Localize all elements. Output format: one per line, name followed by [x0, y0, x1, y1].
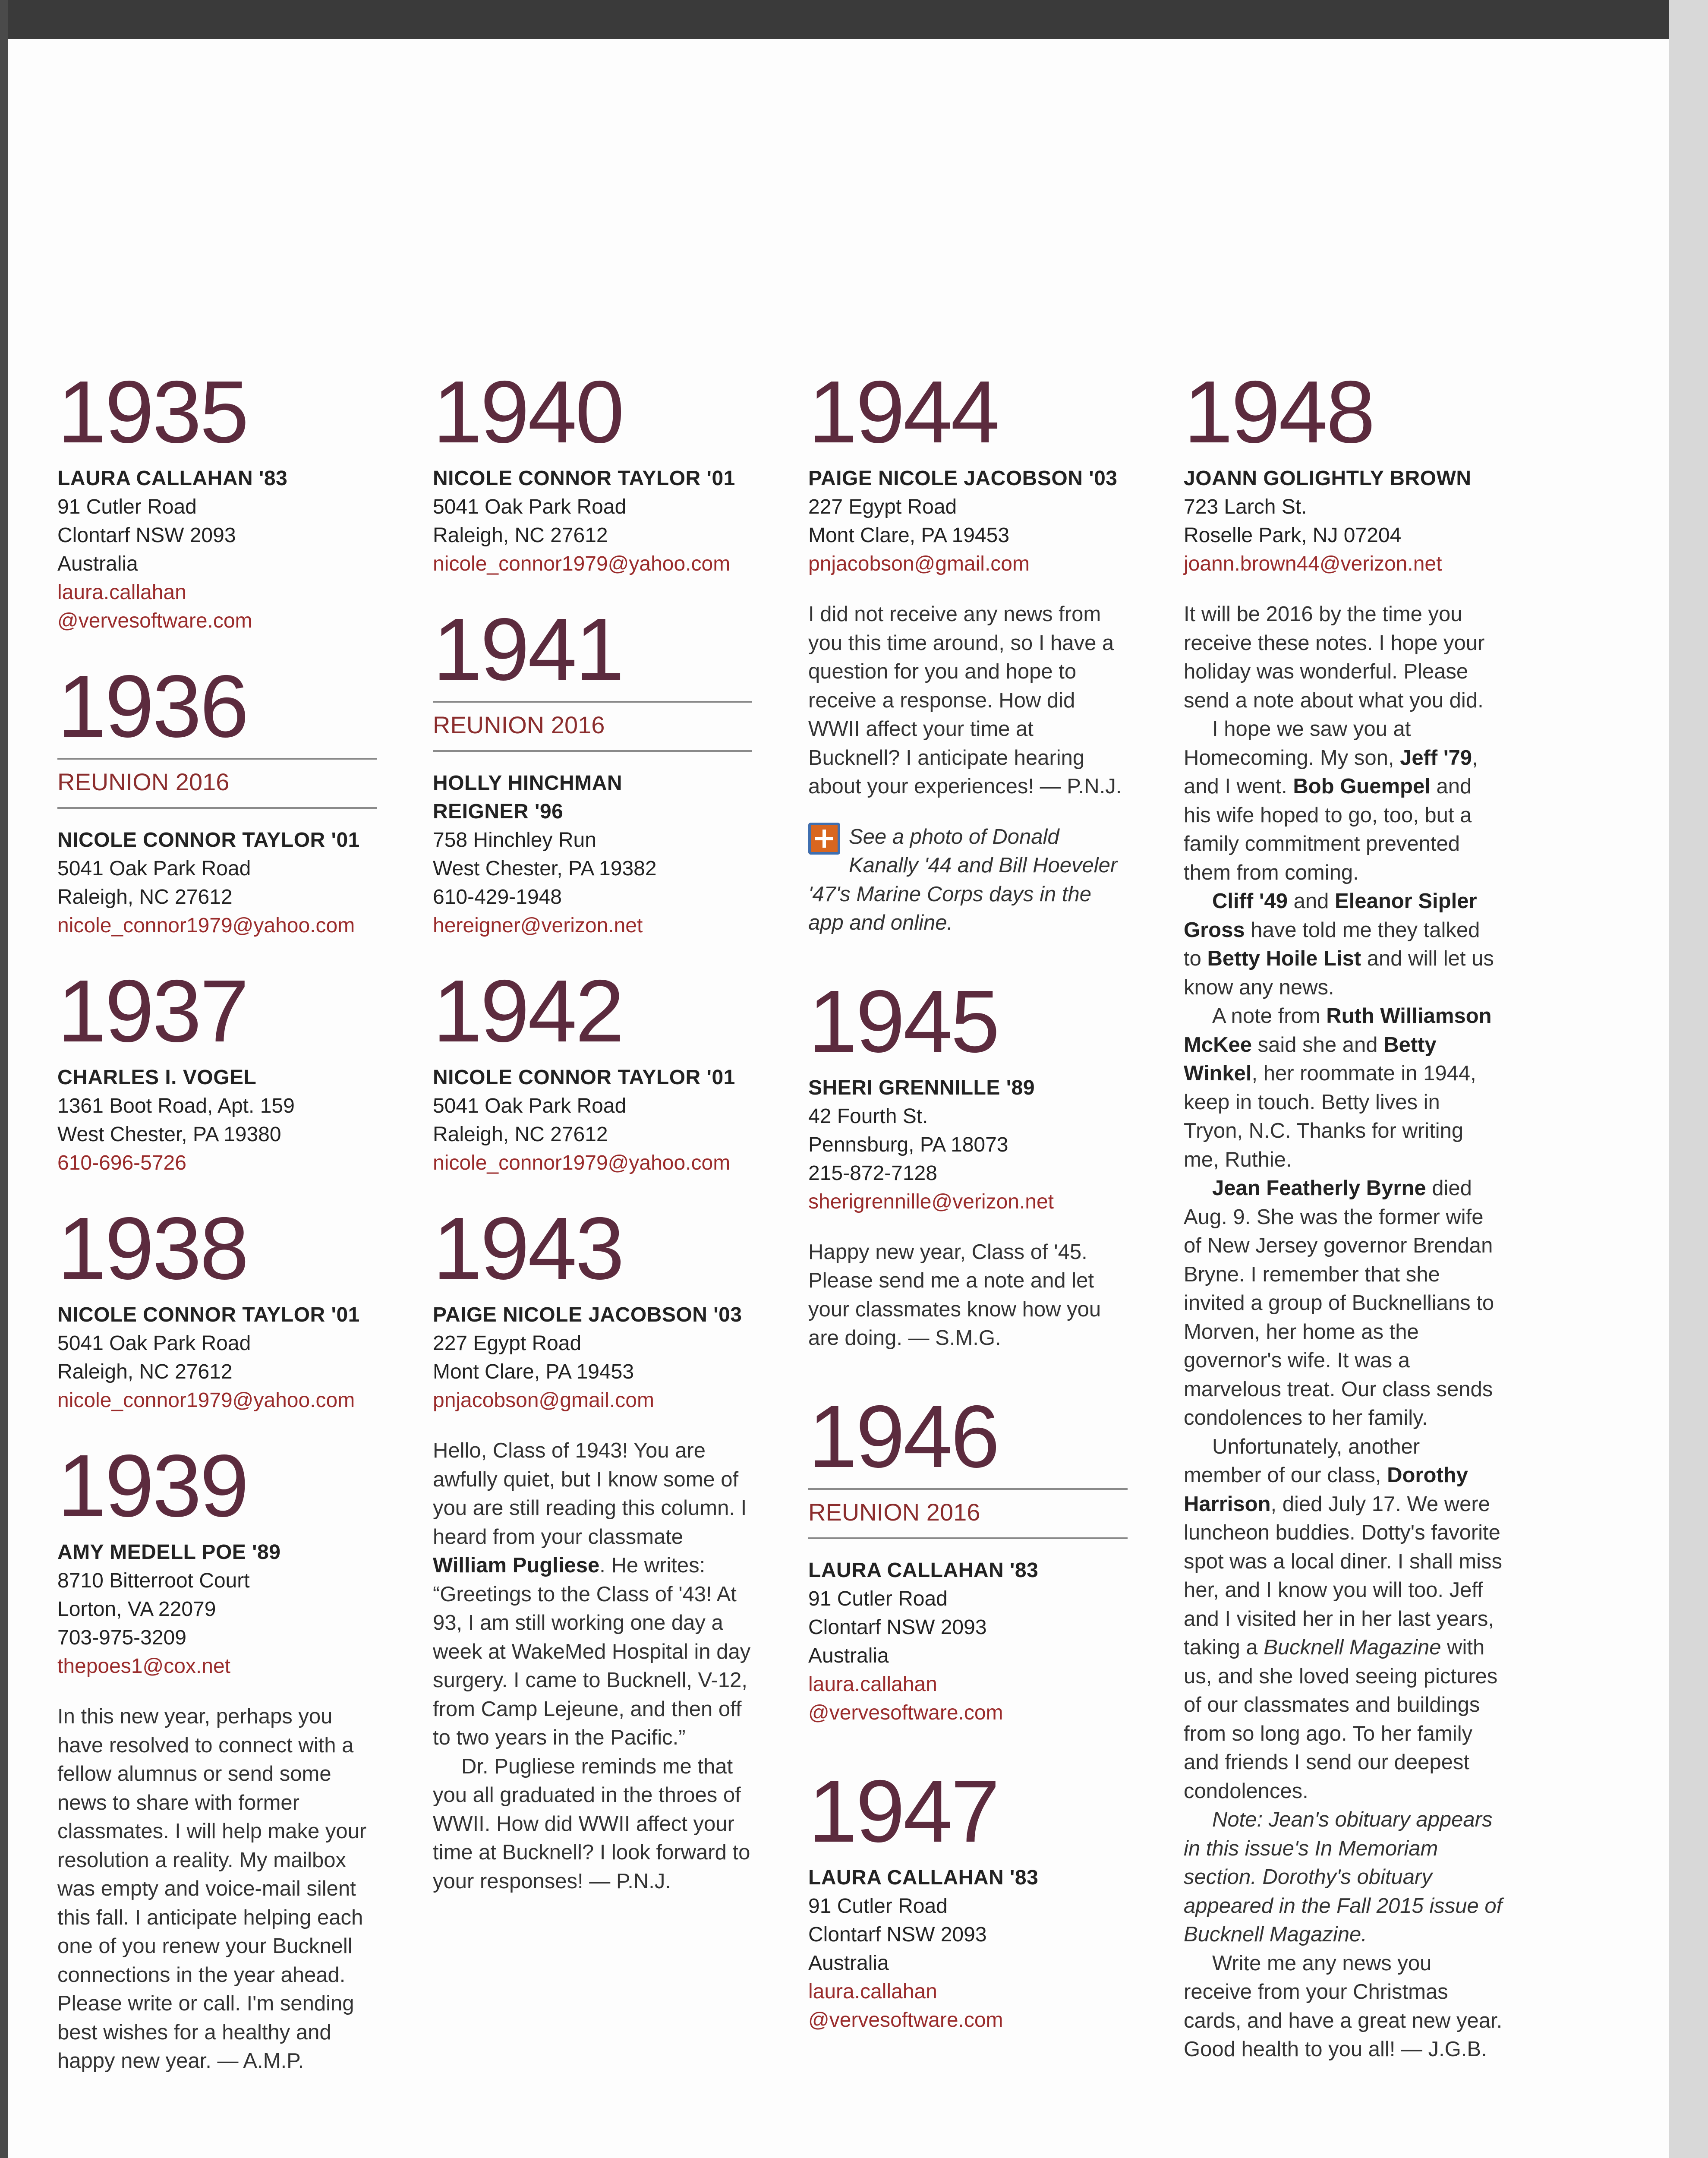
class-contact [433, 769, 752, 940]
class-year: 1939 [57, 1436, 248, 1535]
paragraph: A note from Ruth Williamson McKee said she and Betty Winkel, her roommate in 1944, keep in touch. Betty lives in Tryon, N.C. Thanks for writing me, Ruthie. [1184, 1004, 1492, 1171]
email-link[interactable]: laura.callahan @vervesoftware.com [808, 1980, 1003, 2032]
correspondent-name: SHERI GRENNILLE '89 [808, 1076, 1035, 1099]
column-1 [57, 363, 377, 2076]
class-1943 [433, 1199, 752, 1896]
address-line: Mont Clare, PA 19453 [433, 1360, 634, 1383]
email-link[interactable]: pnjacobson@gmail.com [433, 1389, 654, 1412]
class-1948 [1184, 363, 1503, 2064]
class-year: 1948 [1184, 363, 1374, 461]
class-notes [433, 1436, 752, 1896]
class-1938 [57, 1199, 377, 1415]
address-line: 5041 Oak Park Road [57, 1332, 251, 1355]
paragraph: In this new year, perhaps you have resolved to connect with a fellow alumnus or send some news to share with former classmates. I will help make your resolution a reality. My mailbox was empty and voice-mail silent this fall. I anticipate helping each one of you renew your Bucknell connections in the year ahead. Please write or call. I'm sending best wishes for a healthy and happy new year. — A.M.P. [57, 1705, 367, 2073]
class-contact [808, 1074, 1128, 1216]
class-year: 1937 [57, 962, 248, 1060]
plus-icon[interactable] [808, 823, 840, 855]
reunion-banner: REUNION 2016 [57, 758, 377, 809]
paragraph: Hello, Class of 1943! You are awfully quiet, but I know some of you are still reading this column. I heard from your classmate William Pugliese. He writes: “Greetings to the Class of '43! At 93, I am still working one day a week at WakeMed Hospital in day surgery. I came to Bucknell, V-12, from Camp Lejeune, and then off to two years in the Pacific.” [433, 1439, 751, 1749]
paragraph: Note: Jean's obituary appears in this issue's In Memoriam section. Dorothy's obituary appeared in the Fall 2015 issue of Bucknell Magazine. [1184, 1808, 1503, 1946]
class-year: 1936 [57, 657, 248, 756]
address-line: 91 Cutler Road [808, 1587, 948, 1610]
class-year: 1940 [433, 363, 623, 461]
paragraph: Jean Featherly Byrne died Aug. 9. She was the former wife of New Jersey governor Brendan Bryne. I remember that she invited a group of Bucknellians to Morven, her home as the governor's wife. It was a marvelous treat. Our class sends condolences to her family. [1184, 1177, 1494, 1429]
class-year: 1944 [808, 363, 999, 461]
address-line: 5041 Oak Park Road [57, 857, 251, 880]
address-line: 91 Cutler Road [808, 1894, 948, 1918]
correspondent-name: LAURA CALLAHAN '83 [808, 1866, 1039, 1889]
class-year: 1947 [808, 1761, 999, 1861]
address-line: Australia [808, 1951, 889, 1975]
scan-left-edge [0, 0, 8, 2158]
class-year: 1941 [433, 600, 623, 699]
address-line: 91 Cutler Road [57, 495, 197, 518]
paragraph: I did not receive any news from you this time around, so I have a question for you and hope to receive a response. How did WWII affect your time at Bucknell? I anticipate hearing about your experiences! — P.N.J. [808, 603, 1122, 798]
paragraph: Dr. Pugliese reminds me that you all graduated in the throes of WWII. How did WWII affect your time at Bucknell? I look forward to your responses! — P.N.J. [433, 1754, 750, 1893]
address-line: Mont Clare, PA 19453 [808, 524, 1010, 547]
scan-top-band [0, 0, 1708, 39]
address-line: Clontarf NSW 2093 [57, 524, 236, 547]
class-year: 1935 [57, 363, 248, 461]
address-line: 227 Egypt Road [433, 1332, 582, 1355]
magazine-page [8, 39, 1669, 2158]
class-1945 [808, 972, 1128, 1353]
correspondent-name: NICOLE CONNOR TAYLOR '01 [433, 467, 735, 490]
address-line: West Chester, PA 19380 [57, 1123, 281, 1146]
column-2 [433, 363, 752, 1896]
correspondent-name: REIGNER '96 [433, 800, 564, 823]
class-year: 1945 [808, 972, 999, 1071]
class-1946 [808, 1387, 1128, 1727]
address-line: Raleigh, NC 27612 [57, 1360, 233, 1383]
address-line: 5041 Oak Park Road [433, 1095, 627, 1117]
class-contact [57, 1063, 377, 1177]
phone-number: 703-975-3209 [57, 1626, 186, 1649]
class-1947 [808, 1761, 1128, 2035]
paragraph: Happy new year, Class of '45. Please send me a note and let your classmates know how you are doing. — S.M.G. [808, 1240, 1101, 1350]
app-callout[interactable]: See a photo of Donald Kanally '44 and Bill Hoeveler '47's Marine Corps days in the app and online. [808, 823, 1128, 937]
class-year: 1938 [57, 1199, 248, 1298]
class-notes [808, 1238, 1128, 1353]
paragraph: It will be 2016 by the time you receive these notes. I hope your holiday was wonderful. Please send a note about what you did. [1184, 603, 1485, 712]
address-line: 42 Fourth St. [808, 1104, 928, 1128]
address-line: 758 Hinchley Run [433, 829, 596, 852]
address-line: West Chester, PA 19382 [433, 857, 657, 880]
class-year: 1943 [433, 1199, 623, 1298]
address-line: Raleigh, NC 27612 [433, 524, 608, 547]
address-line: 227 Egypt Road [808, 495, 957, 518]
address-line: 1361 Boot Road, Apt. 159 [57, 1095, 295, 1117]
email-link[interactable]: joann.brown44@verizon.net [1184, 552, 1442, 575]
email-link[interactable]: hereigner@verizon.net [433, 914, 643, 937]
address-line: Raleigh, NC 27612 [57, 886, 233, 909]
email-link[interactable]: laura.callahan @vervesoftware.com [57, 581, 252, 632]
class-1941 [433, 600, 752, 940]
correspondent-name: NICOLE CONNOR TAYLOR '01 [57, 829, 360, 852]
class-contact [433, 1301, 752, 1415]
correspondent-name: PAIGE NICOLE JACOBSON '03 [808, 467, 1118, 490]
class-year: 1946 [808, 1387, 999, 1486]
email-link[interactable]: nicole_connor1979@yahoo.com [433, 1152, 731, 1174]
correspondent-name: JOANN GOLIGHTLY BROWN [1184, 467, 1472, 490]
address-line: Clontarf NSW 2093 [808, 1615, 987, 1639]
email-link[interactable]: thepoes1@cox.net [57, 1655, 230, 1678]
email-link[interactable]: pnjacobson@gmail.com [808, 552, 1030, 575]
class-notes [808, 600, 1128, 801]
correspondent-name: CHARLES I. VOGEL [57, 1066, 257, 1089]
class-1942 [433, 962, 752, 1177]
correspondent-name: HOLLY HINCHMAN [433, 772, 623, 795]
address-line: Australia [57, 552, 138, 575]
address-line: Roselle Park, NJ 07204 [1184, 524, 1402, 547]
class-contact [57, 1538, 377, 1681]
class-year: 1942 [433, 962, 623, 1060]
correspondent-name: LAURA CALLAHAN '83 [57, 467, 288, 490]
phone-number: 610-429-1948 [433, 886, 562, 909]
email-link[interactable]: sherigrennille@verizon.net [808, 1190, 1054, 1213]
class-1939 [57, 1436, 377, 2076]
column-4 [1184, 363, 1503, 2064]
correspondent-name: NICOLE CONNOR TAYLOR '01 [433, 1066, 735, 1089]
class-1940 [433, 363, 752, 578]
correspondent-name: PAIGE NICOLE JACOBSON '03 [433, 1303, 742, 1326]
class-1944 [808, 363, 1128, 937]
class-contact [433, 1063, 752, 1177]
paragraph: Cliff '49 and Eleanor Sipler Gross have told me they talked to Betty Hoile List and will let us know any news. [1184, 890, 1494, 999]
class-contact [808, 1556, 1128, 1727]
class-contact [57, 464, 377, 635]
class-contact [433, 464, 752, 578]
class-contact [57, 1301, 377, 1415]
paragraph: Write me any news you receive from your Christmas cards, and have a great new year. Good health to you all! — J.G.B. [1184, 1951, 1503, 2061]
correspondent-name: NICOLE CONNOR TAYLOR '01 [57, 1303, 360, 1326]
reunion-banner: REUNION 2016 [808, 1488, 1128, 1539]
paragraph: Unfortunately, another member of our class, Dorothy Harrison, died July 17. We were luncheon buddies. Dotty's favorite spot was a local diner. I shall miss her, and I know you will too. Jeff and I visited her in her last years, taking a Bucknell Magazine with us, and she loved seeing pictures of our classmates and buildings from so long ago. To her family and friends I send our deepest condolences. [1184, 1435, 1503, 1803]
class-notes [1184, 600, 1503, 2064]
reunion-banner: REUNION 2016 [433, 701, 752, 752]
address-line: Raleigh, NC 27612 [433, 1123, 608, 1146]
email-link[interactable]: laura.callahan @vervesoftware.com [808, 1672, 1003, 1724]
email-link[interactable]: nicole_connor1979@yahoo.com [433, 552, 731, 575]
class-contact [57, 826, 377, 940]
class-1937 [57, 962, 377, 1177]
address-line: 723 Larch St. [1184, 495, 1307, 518]
address-line: Australia [808, 1644, 889, 1667]
column-3 [808, 363, 1128, 2035]
class-contact [808, 1864, 1128, 2035]
class-contact [808, 464, 1128, 578]
email-link[interactable]: nicole_connor1979@yahoo.com [57, 1389, 355, 1412]
address-line: Lorton, VA 22079 [57, 1598, 216, 1621]
address-line: Pennsburg, PA 18073 [808, 1133, 1008, 1156]
class-1935 [57, 363, 377, 635]
address-line: 5041 Oak Park Road [433, 495, 627, 518]
class-contact [1184, 464, 1503, 578]
correspondent-name: AMY MEDELL POE '89 [57, 1541, 281, 1564]
email-link[interactable]: nicole_connor1979@yahoo.com [57, 914, 355, 937]
scan-right-edge [1669, 0, 1708, 2158]
address-line: Clontarf NSW 2093 [808, 1923, 987, 1946]
class-1936 [57, 657, 377, 940]
phone-number: 215-872-7128 [808, 1161, 937, 1185]
correspondent-name: LAURA CALLAHAN '83 [808, 1559, 1039, 1582]
class-notes [57, 1702, 377, 2076]
address-line: 8710 Bitterroot Court [57, 1569, 250, 1592]
phone-number[interactable]: 610-696-5726 [57, 1152, 186, 1174]
paragraph: I hope we saw you at Homecoming. My son, Jeff '79, and I went. Bob Guempel and his wife hoped to go, too, but a family commitment prevented them from coming. [1184, 717, 1478, 884]
